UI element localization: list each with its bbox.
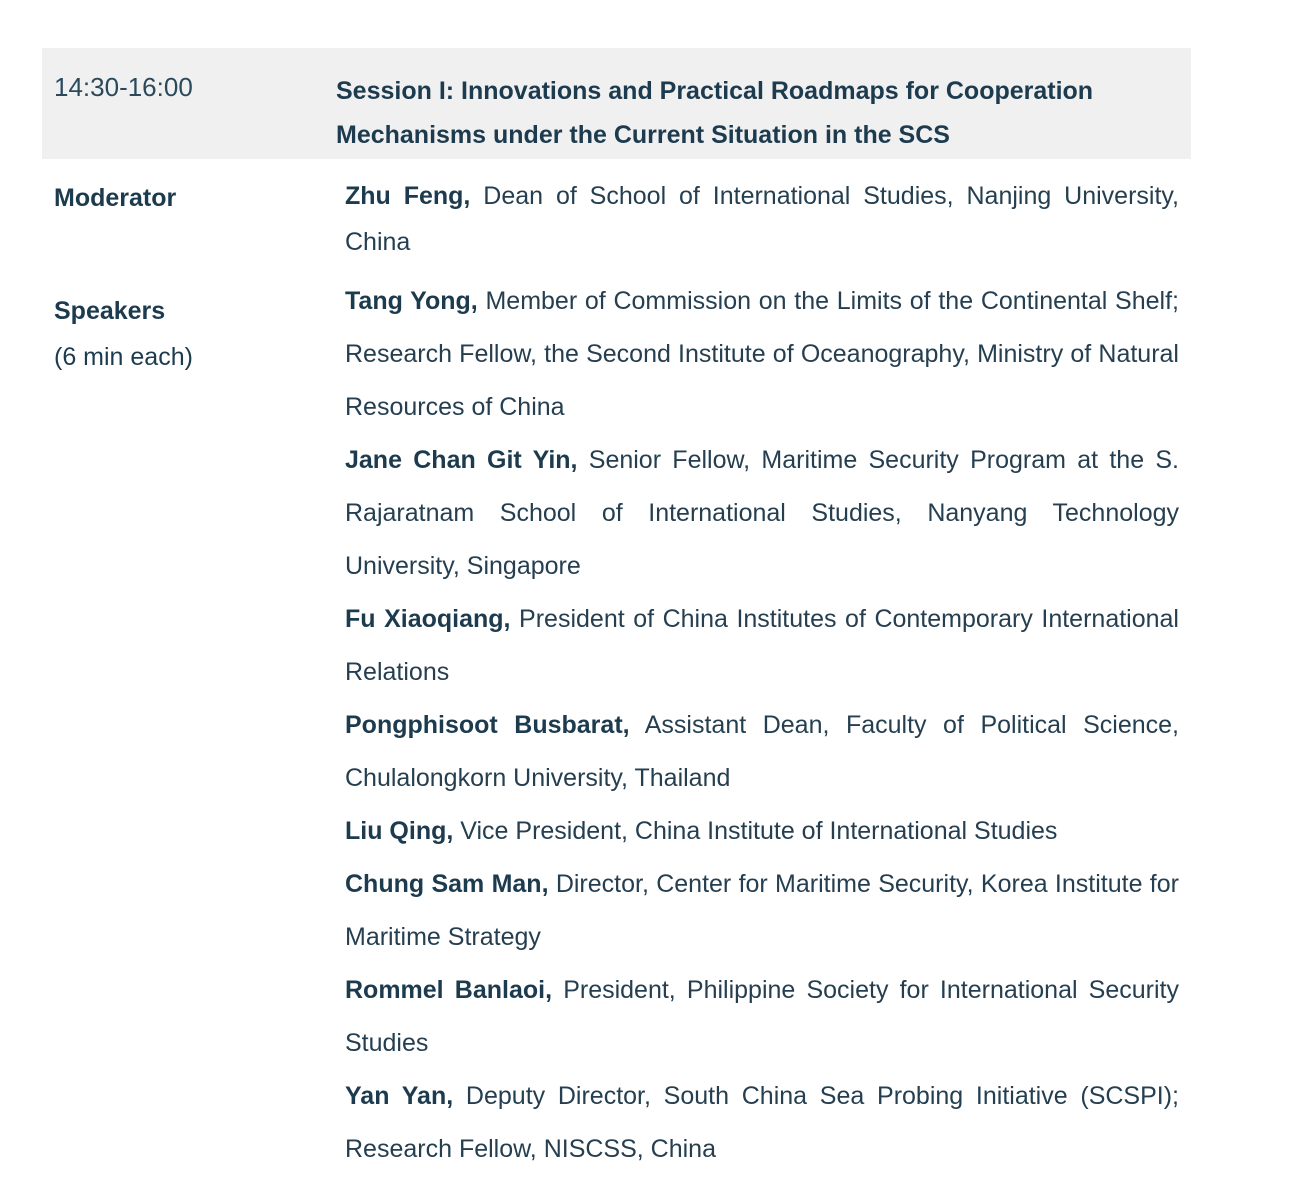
speaker-entry (345, 434, 1179, 593)
speaker-desc: President of China Institutes of Contemporary International Relations (345, 605, 1179, 686)
session-header (42, 48, 1191, 159)
speakers-label: Speakers (54, 297, 166, 325)
speaker-name: Pongphisoot Busbarat, (345, 711, 630, 739)
speaker-entry (345, 805, 1179, 858)
speaker-entry (345, 699, 1179, 805)
speakers-note: (6 min each) (54, 343, 193, 371)
speaker-desc: Member of Commission on the Limits of the Continental Shelf; Research Fellow, the Second Institute of Oceanography, Ministry of Natural Resources of China (345, 287, 1179, 421)
speaker-desc: Assistant Dean, Faculty of Political Science, Chulalongkorn University, Thailand (345, 711, 1180, 792)
moderator-entry (345, 173, 1179, 265)
session-time: 14:30-16:00 (54, 72, 193, 102)
moderator-label (54, 175, 176, 221)
speaker-desc: Director, Center for Maritime Security, Korea Institute for Maritime Strategy (345, 870, 1179, 951)
speaker-entry (345, 275, 1179, 434)
speaker-name: Chung Sam Man, (345, 870, 549, 898)
moderator-label-text: Moderator (54, 184, 177, 212)
speaker-name: Liu Qing, (345, 817, 454, 845)
speaker-entry (345, 964, 1179, 1070)
speaker-name: Tang Yong, (345, 287, 478, 315)
speaker-name: Fu Xiaoqiang, (345, 605, 511, 633)
speaker-name: Yan Yan, (345, 1082, 454, 1110)
speaker-desc: Senior Fellow, Maritime Security Program at the S. Rajaratnam School of International Studies, Nanyang Technology University, Singapore (345, 446, 1179, 580)
speaker-entry (345, 1070, 1179, 1176)
speaker-name: Jane Chan Git Yin, (345, 446, 578, 474)
speakers-label-block (54, 288, 193, 380)
speaker-desc: Deputy Director, South China Sea Probing Initiative (SCSPI); Research Fellow, NISCSS, China (345, 1082, 1179, 1163)
moderator-name: Zhu Feng, (345, 182, 471, 210)
moderator-desc: Dean of School of International Studies, Nanjing University, China (345, 182, 1179, 256)
speaker-entry (345, 593, 1179, 699)
speakers-list (345, 275, 1179, 1176)
speaker-entry (345, 858, 1179, 964)
speaker-desc: President, Philippine Society for International Security Studies (345, 976, 1179, 1057)
session-title: Session I: Innovations and Practical Roadmaps for Cooperation Mechanisms under the Current Situation in the SCS (336, 77, 1094, 149)
speaker-name: Rommel Banlaoi, (345, 976, 553, 1004)
speaker-desc: Vice President, China Institute of International Studies (460, 817, 1058, 845)
